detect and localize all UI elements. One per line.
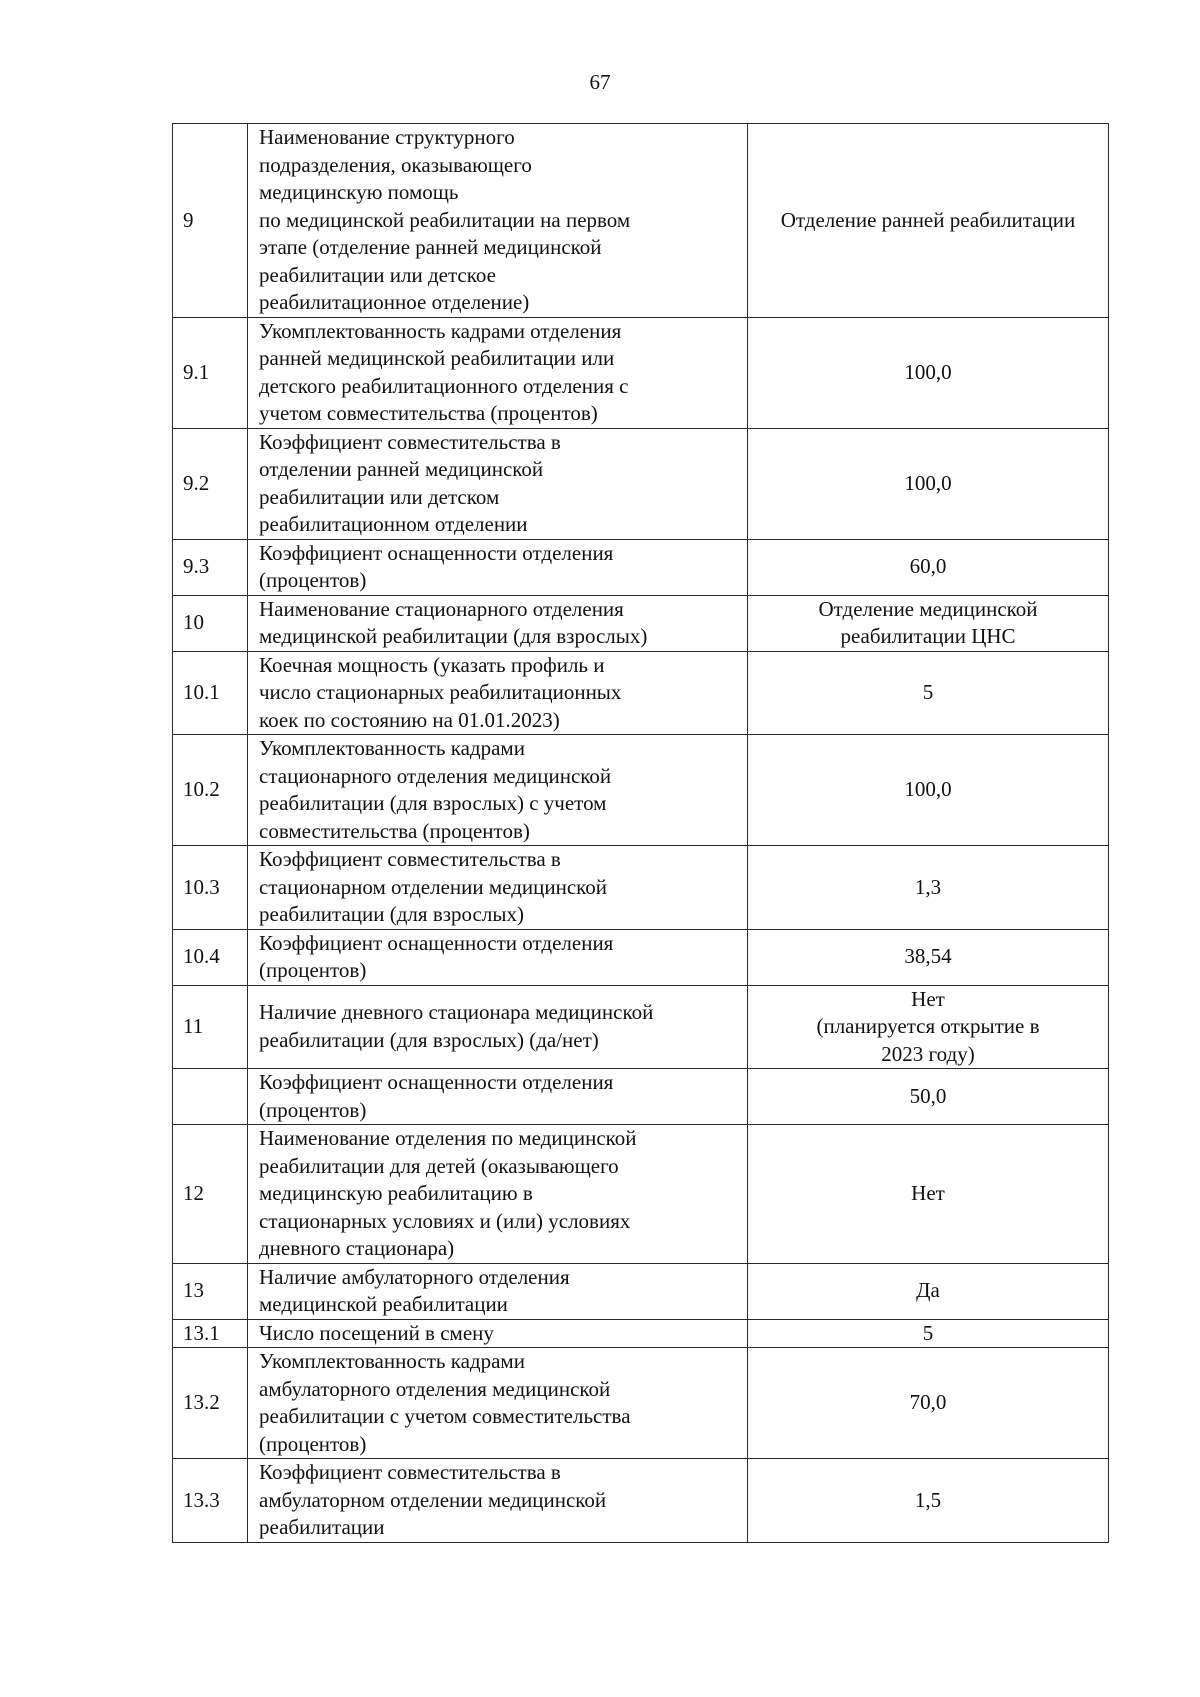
indicator-cell <box>248 124 748 318</box>
indicator-label: Укомплектованность кадрами стационарного отделения медицинской реабилитации (для взрослых) с учетом совместительства (процентов) <box>259 736 612 843</box>
indicator-cell <box>248 985 748 1069</box>
indicator-value: 70,0 <box>909 1390 947 1415</box>
row-number-cell <box>173 1125 248 1264</box>
table-row <box>173 428 1109 539</box>
indicator-cell <box>248 317 748 428</box>
indicator-value: 100,0 <box>904 470 952 495</box>
indicator-label: Коэффициент оснащенности отделения (процентов) <box>259 1070 614 1122</box>
row-number: 10 <box>183 610 204 635</box>
row-number: 9.2 <box>183 470 210 495</box>
indicator-cell <box>248 846 748 930</box>
indicator-value: 1,3 <box>914 874 942 899</box>
indicator-label: Наличие амбулаторного отделения медицинской реабилитации <box>259 1264 570 1316</box>
table-row <box>173 124 1109 318</box>
row-number-cell <box>173 1459 248 1543</box>
value-cell <box>748 735 1109 846</box>
page-number: 67 <box>589 70 611 94</box>
row-number: 13.3 <box>183 1487 220 1512</box>
row-number: 10.3 <box>183 874 220 899</box>
indicator-value: 38,54 <box>904 944 952 969</box>
indicator-label: Укомплектованность кадрами амбулаторного отделения медицинской реабилитации с учетом совместительства (процентов) <box>259 1349 631 1456</box>
row-number-cell <box>173 1319 248 1348</box>
indicator-label: Наличие дневного стационара медицинской реабилитации (для взрослых) (да/нет) <box>259 1000 654 1052</box>
indicator-label: Коэффициент оснащенности отделения (процентов) <box>259 930 614 982</box>
value-cell <box>748 1348 1109 1459</box>
indicator-cell <box>248 929 748 985</box>
row-number: 10.2 <box>183 777 220 802</box>
table-row <box>173 1319 1109 1348</box>
indicator-value: 5 <box>922 1320 934 1345</box>
indicator-label: Коэффициент совместительства в амбулаторном отделении медицинской реабилитации <box>259 1460 607 1539</box>
indicator-cell <box>248 1459 748 1543</box>
row-number: 9.1 <box>183 359 210 384</box>
row-number-cell <box>173 317 248 428</box>
indicator-value: 60,0 <box>909 554 947 579</box>
row-number-cell <box>173 1348 248 1459</box>
row-number: 9.3 <box>183 554 210 579</box>
table-row <box>173 929 1109 985</box>
value-cell <box>748 539 1109 595</box>
indicator-cell <box>248 735 748 846</box>
value-cell <box>748 1263 1109 1319</box>
indicator-label: Число посещений в смену <box>259 1320 494 1345</box>
indicator-value: Отделение ранней реабилитации <box>780 207 1076 232</box>
indicator-cell <box>248 428 748 539</box>
table-row <box>173 985 1109 1069</box>
table-row <box>173 1348 1109 1459</box>
indicator-cell <box>248 539 748 595</box>
row-number-cell <box>173 1069 248 1125</box>
table-row <box>173 1263 1109 1319</box>
table-row <box>173 539 1109 595</box>
indicator-label: Наименование стационарного отделения медицинской реабилитации (для взрослых) <box>259 596 648 648</box>
row-number: 13 <box>183 1278 204 1303</box>
value-cell <box>748 1459 1109 1543</box>
row-number: 12 <box>183 1181 204 1205</box>
value-cell <box>748 1319 1109 1348</box>
indicator-cell <box>248 1263 748 1319</box>
table-row <box>173 846 1109 930</box>
row-number-cell <box>173 735 248 846</box>
table-row <box>173 595 1109 651</box>
indicator-label: Наименование отделения по медицинской реабилитации для детей (оказывающего медицинскую реабилитацию в стационарных условиях и (или) условиях дневного стационара) <box>259 1126 637 1260</box>
indicator-value: 50,0 <box>909 1083 947 1108</box>
value-cell <box>748 846 1109 930</box>
row-number-cell <box>173 985 248 1069</box>
indicator-cell <box>248 1319 748 1348</box>
value-cell <box>748 929 1109 985</box>
value-cell <box>748 595 1109 651</box>
indicator-label: Коэффициент совместительства в отделении ранней медицинской реабилитации или детском реабилитационном отделении <box>259 429 561 536</box>
value-cell <box>748 985 1109 1069</box>
table-row <box>173 1125 1109 1264</box>
table-row <box>173 735 1109 846</box>
row-number-cell <box>173 124 248 318</box>
row-number-cell <box>173 595 248 651</box>
indicator-value: 100,0 <box>904 777 952 802</box>
indicator-value: Нет <box>911 1181 945 1205</box>
indicator-cell <box>248 1125 748 1264</box>
indicator-label: Наименование структурного подразделения, оказывающего медицинскую помощь по медицинской реабилитации на первом этапе (отделение ранней медицинской реабилитации или детское реабилитационное отделение) <box>259 125 631 314</box>
indicator-cell <box>248 1348 748 1459</box>
row-number: 10.4 <box>183 944 220 969</box>
value-cell <box>748 124 1109 318</box>
table-row <box>173 1459 1109 1543</box>
table-row <box>173 317 1109 428</box>
row-number-cell <box>173 846 248 930</box>
indicator-cell <box>248 1069 748 1125</box>
value-cell <box>748 1069 1109 1125</box>
row-number: 10.1 <box>183 680 220 704</box>
indicator-value: 1,5 <box>914 1487 942 1512</box>
indicator-label: Коечная мощность (указать профиль и число стационарных реабилитационных коек по состоянию на 01.01.2023) <box>259 652 622 732</box>
rehabilitation-table <box>172 123 1109 1543</box>
indicator-value: Нет (планируется открытие в 2023 году) <box>816 986 1040 1066</box>
row-number-cell <box>173 539 248 595</box>
value-cell <box>748 428 1109 539</box>
indicator-cell <box>248 651 748 735</box>
table-row <box>173 1069 1109 1125</box>
table-row <box>173 651 1109 735</box>
indicator-label: Коэффициент совместительства в стационарном отделении медицинской реабилитации (для взрослых) <box>259 847 608 926</box>
row-number: 11 <box>183 1014 204 1038</box>
row-number-cell <box>173 428 248 539</box>
value-cell <box>748 1125 1109 1264</box>
indicator-value: Да <box>916 1278 940 1303</box>
value-cell <box>748 317 1109 428</box>
row-number-cell <box>173 929 248 985</box>
table-body <box>173 124 1109 1543</box>
row-number-cell <box>173 1263 248 1319</box>
value-cell <box>748 651 1109 735</box>
indicator-cell <box>248 595 748 651</box>
row-number: 13.2 <box>183 1390 220 1415</box>
row-number: 13.1 <box>183 1320 220 1345</box>
indicator-label: Укомплектованность кадрами отделения ранней медицинской реабилитации или детского реабилитационного отделения с учетом совместительства (процентов) <box>259 318 629 425</box>
indicator-label: Коэффициент оснащенности отделения (процентов) <box>259 540 614 592</box>
row-number: 9 <box>183 207 194 232</box>
row-number-cell <box>173 651 248 735</box>
indicator-value: 5 <box>922 680 934 704</box>
indicator-value: 100,0 <box>904 359 952 384</box>
indicator-value: Отделение медицинской реабилитации ЦНС <box>818 596 1038 648</box>
